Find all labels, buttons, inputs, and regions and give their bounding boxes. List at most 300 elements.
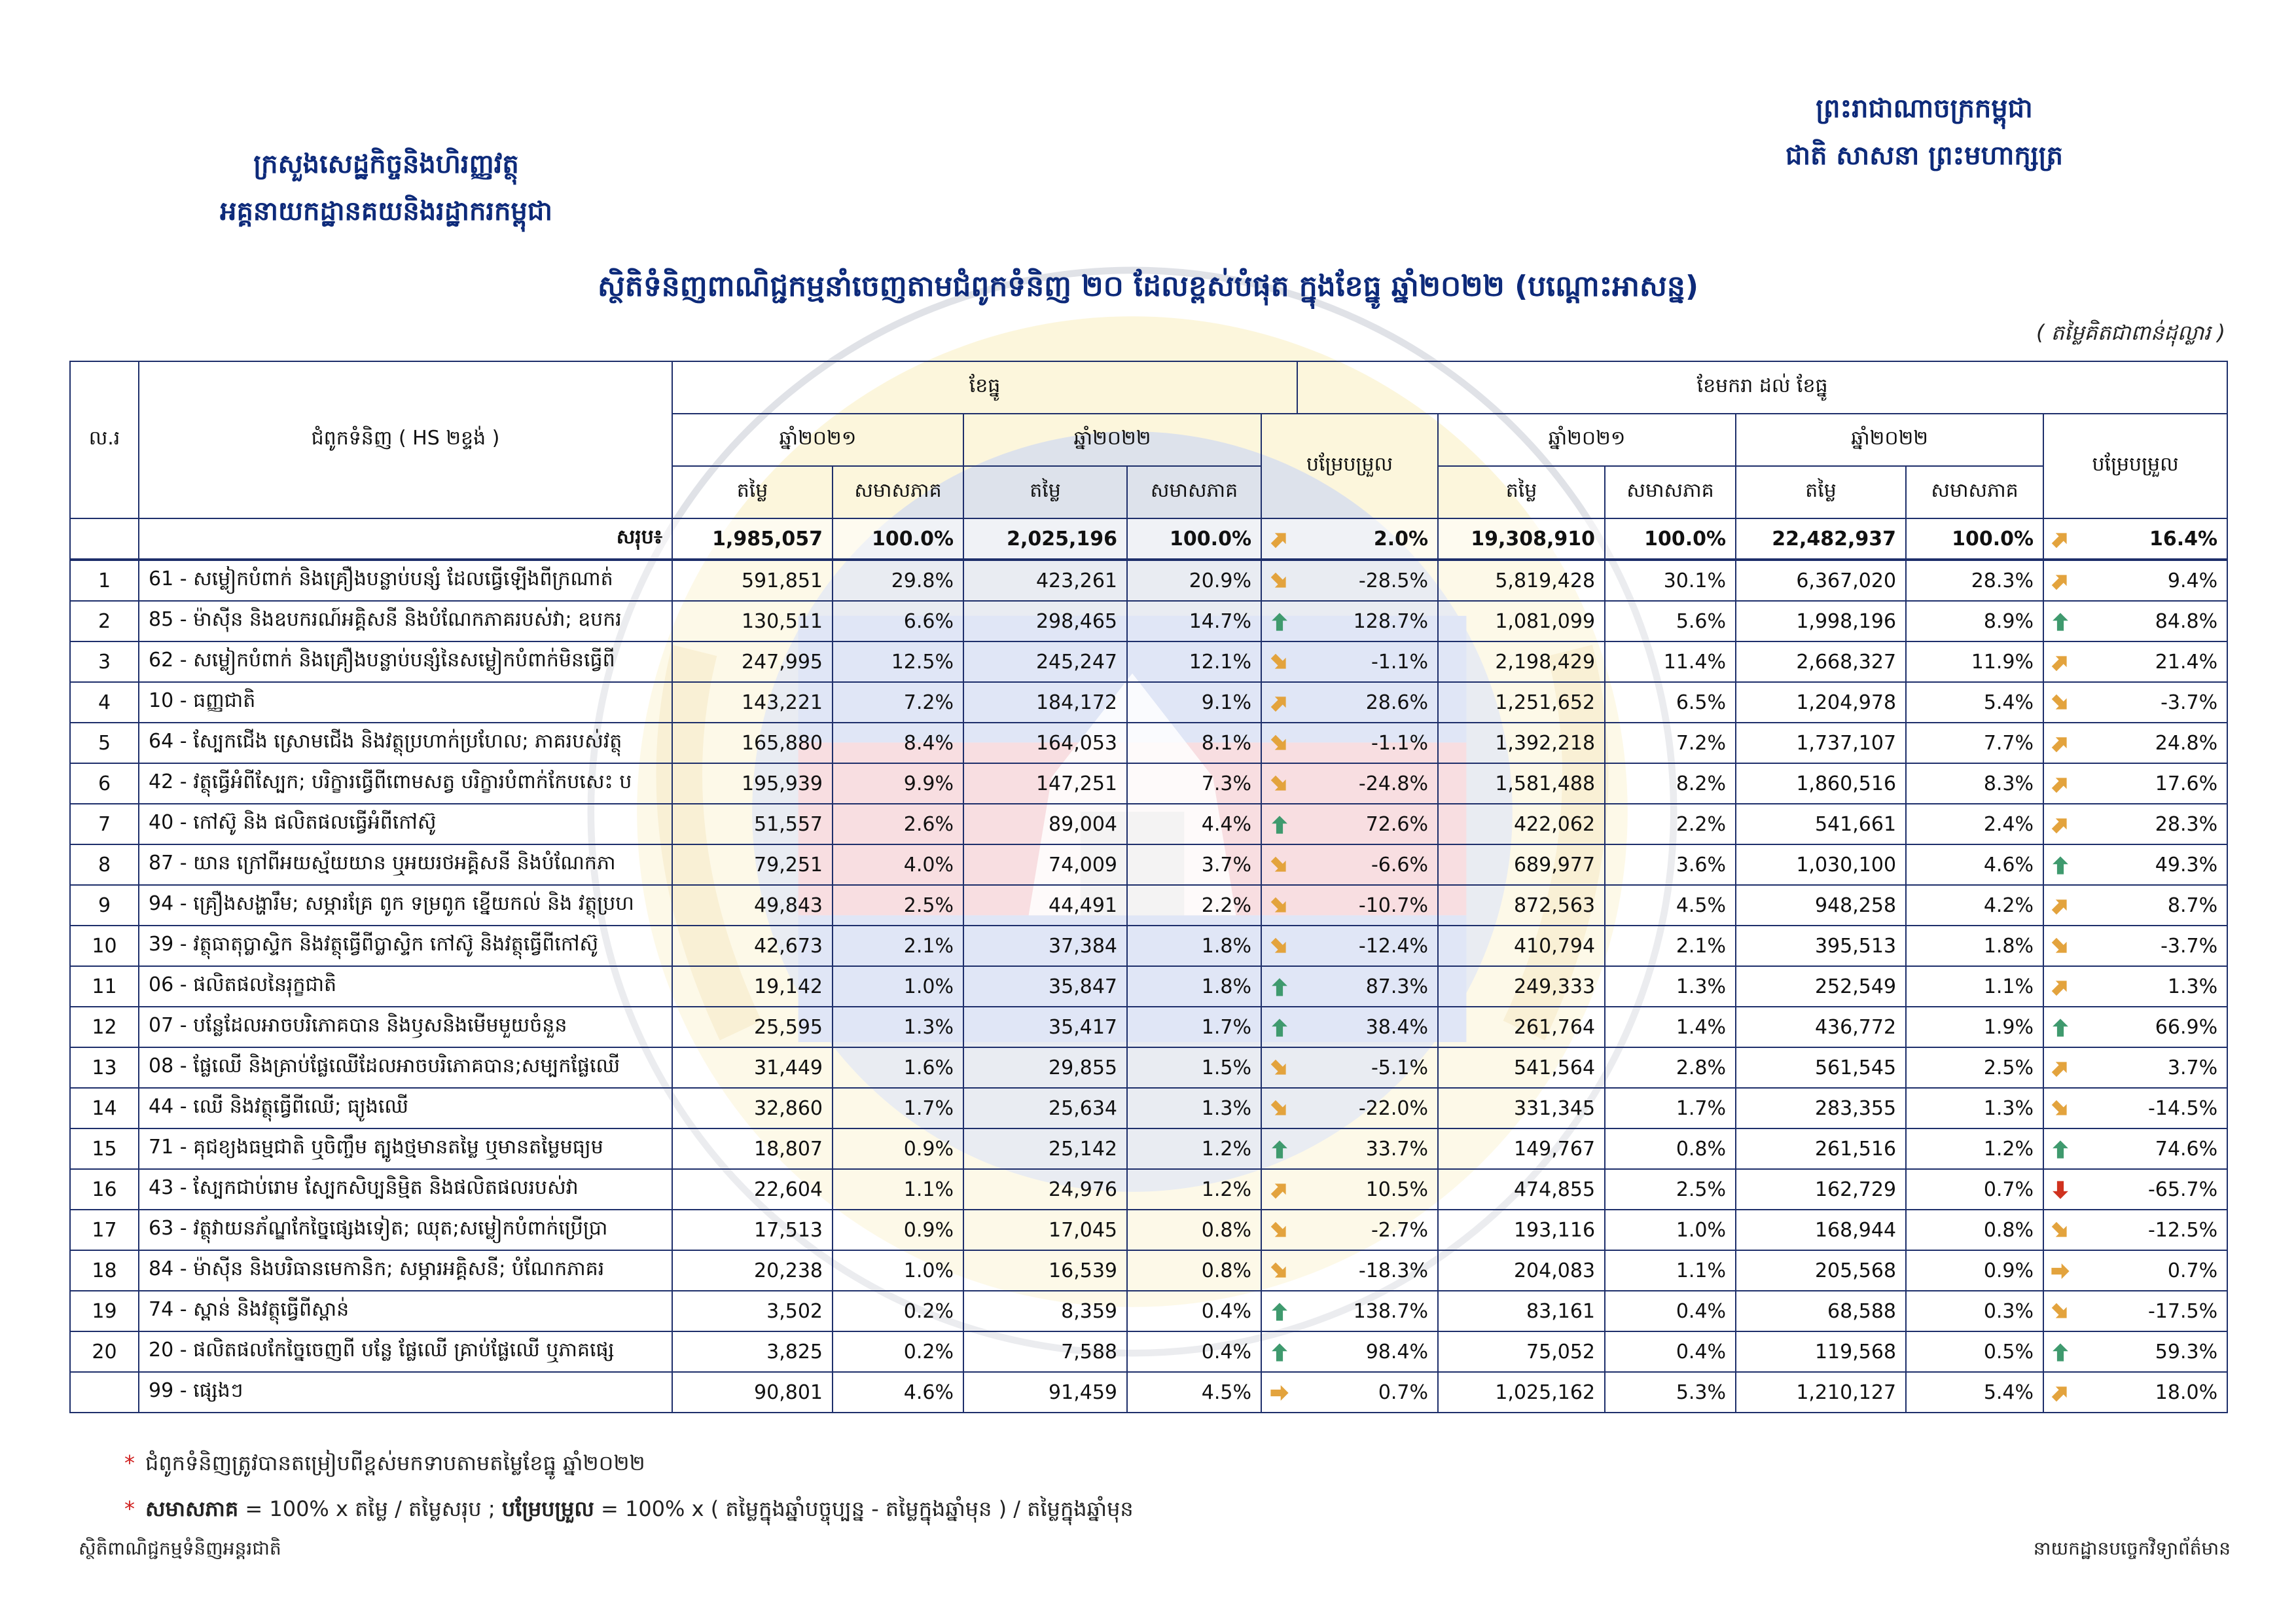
product-name: 43 - ស្បែកជាប់រោម ស្បែកសិប្បនិម្មិត និងផលិតផលរបស់វា <box>139 1169 672 1210</box>
value-cell: 29,855 <box>963 1047 1127 1088</box>
value-cell: 6.5% <box>1605 682 1736 723</box>
value-cell: 1.0% <box>833 966 963 1007</box>
value-cell: 247,995 <box>672 641 833 682</box>
value-cell: 0.8% <box>1127 1250 1261 1291</box>
value-cell: 1,081,099 <box>1438 601 1605 641</box>
change-cell: 28.6% <box>1297 682 1438 723</box>
value-cell: 24,976 <box>963 1169 1127 1210</box>
value-cell: 8.9% <box>1906 601 2043 641</box>
value-cell: 0.2% <box>833 1291 963 1331</box>
table-row <box>70 1331 2227 1372</box>
arrow-up-right-icon <box>2043 560 2076 601</box>
value-cell: 591,851 <box>672 560 833 601</box>
value-cell: 204,083 <box>1438 1250 1605 1291</box>
value-cell: 4.2% <box>1906 885 2043 926</box>
value-cell: 8.2% <box>1605 763 1736 804</box>
row-number: 20 <box>70 1331 139 1372</box>
value-cell: 1,210,127 <box>1736 1372 1906 1413</box>
product-name: 61 - សម្លៀកបំពាក់ និងគ្រឿងបន្លាប់បន្សំ ដែលធ្វើឡើងពីក្រណាត់ <box>139 560 672 601</box>
department-name: អគ្គនាយកដ្ឋានគយនិងរដ្ឋាករកម្ពុជា <box>220 196 552 226</box>
change-cell: 138.7% <box>1297 1291 1438 1331</box>
value-cell: 261,764 <box>1438 1007 1605 1047</box>
ministry-header <box>203 141 569 235</box>
value-cell: 17,513 <box>672 1210 833 1250</box>
value-cell: 1,860,516 <box>1736 763 1906 804</box>
value-cell: 1.7% <box>1605 1088 1736 1128</box>
value-cell: 1.1% <box>1906 966 2043 1007</box>
change-cell: -22.0% <box>1297 1088 1438 1128</box>
value-cell: 1,392,218 <box>1438 723 1605 763</box>
total-cell: 100.0% <box>1906 518 2043 560</box>
value-cell: 2.2% <box>1127 885 1261 926</box>
arrow-up-right-icon <box>2043 885 2076 926</box>
value-cell: 16,539 <box>963 1250 1127 1291</box>
table-row <box>70 926 2227 966</box>
table-row <box>70 1250 2227 1291</box>
change-cell: 24.8% <box>2076 723 2227 763</box>
value-cell: 0.8% <box>1127 1210 1261 1250</box>
value-cell: 423,261 <box>963 560 1127 601</box>
value-cell: 42,673 <box>672 926 833 966</box>
value-cell: 0.9% <box>833 1128 963 1169</box>
table-row <box>70 601 2227 641</box>
value-cell: 11.9% <box>1906 641 2043 682</box>
asterisk-icon: * <box>124 1496 135 1521</box>
value-cell: 0.5% <box>1906 1331 2043 1372</box>
value-cell: 1,030,100 <box>1736 844 1906 885</box>
document-title: ស្ថិតិទំនិញពាណិជ្ជកម្មនាំចេញតាមជំពូកទំនិញ ២០ ដែលខ្ពស់បំផុត ក្នុងខែធ្នូ ឆ្នាំ២០២២ (បណ្ដោះអាសន្ន) <box>598 270 1698 303</box>
value-cell: 2.5% <box>833 885 963 926</box>
value-cell: 8.3% <box>1906 763 2043 804</box>
value-cell: 1.9% <box>1906 1007 2043 1047</box>
change-cell: 9.4% <box>2076 560 2227 601</box>
arrow-down-right-icon <box>1261 844 1297 885</box>
value-cell: 6.6% <box>833 601 963 641</box>
kingdom-name: ព្រះរាជាណាចក្រកម្ពុជា <box>1816 94 2033 124</box>
arrow-down-right-icon <box>1261 1047 1297 1088</box>
change-cell: 84.8% <box>2076 601 2227 641</box>
arrow-up-icon <box>1261 1331 1297 1372</box>
change-cell: -3.7% <box>2076 926 2227 966</box>
change-cell: 59.3% <box>2076 1331 2227 1372</box>
change-cell: 8.7% <box>2076 885 2227 926</box>
table-row <box>70 804 2227 844</box>
change-cell: 28.3% <box>2076 804 2227 844</box>
value-cell: 1.2% <box>1127 1169 1261 1210</box>
row-number: 10 <box>70 926 139 966</box>
value-cell: 0.2% <box>833 1331 963 1372</box>
value-cell: 2.6% <box>833 804 963 844</box>
change-cell: 0.7% <box>2076 1250 2227 1291</box>
value-cell: 298,465 <box>963 601 1127 641</box>
value-cell: 1,737,107 <box>1736 723 1906 763</box>
value-cell: 130,511 <box>672 601 833 641</box>
product-name: 44 - ឈើ និងវត្ថុធ្វើពីឈើ; ធ្យូងឈើ <box>139 1088 672 1128</box>
product-name: 71 - គុជខ្យងធម្មជាតិ ឬចិញ្ចឹម ត្បូងថ្មមានតម្លៃ ឬមានតម្លៃមធ្យម <box>139 1128 672 1169</box>
table-row <box>70 682 2227 723</box>
value-cell: 1.0% <box>833 1250 963 1291</box>
value-cell: 3.6% <box>1605 844 1736 885</box>
value-cell: 25,142 <box>963 1128 1127 1169</box>
share-header: សមាសភាគ <box>833 466 963 518</box>
value-cell: 1.7% <box>833 1088 963 1128</box>
arrow-up-right-icon <box>1261 682 1297 723</box>
change-cell: -5.1% <box>1297 1047 1438 1088</box>
value-cell: 3,502 <box>672 1291 833 1331</box>
value-cell: 6,367,020 <box>1736 560 1906 601</box>
value-cell: 1.1% <box>1605 1250 1736 1291</box>
table-row <box>70 1088 2227 1128</box>
change-cell: 3.7% <box>2076 1047 2227 1088</box>
value-cell: 8.4% <box>833 723 963 763</box>
product-name: 74 - ស្ពាន់ និងវត្ថុធ្វើពីស្ពាន់ <box>139 1291 672 1331</box>
value-cell: 2,668,327 <box>1736 641 1906 682</box>
value-cell: 436,772 <box>1736 1007 1906 1047</box>
value-cell: 184,172 <box>963 682 1127 723</box>
product-name: 08 - ផ្លែឈើ និងគ្រាប់ផ្លែឈើដែលអាចបរិភោគបាន;សម្បកផ្លែឈើ <box>139 1047 672 1088</box>
value-cell: 2.1% <box>833 926 963 966</box>
value-cell: 5.3% <box>1605 1372 1736 1413</box>
value-header: តម្លៃ <box>672 466 833 518</box>
value-cell: 75,052 <box>1438 1331 1605 1372</box>
arrow-up-right-icon <box>1261 1169 1297 1210</box>
change-cell: -24.8% <box>1297 763 1438 804</box>
row-number: 9 <box>70 885 139 926</box>
change-cell: -28.5% <box>1297 560 1438 601</box>
value-cell: 4.6% <box>833 1372 963 1413</box>
product-name: 39 - វត្ថុធាតុប្លាស្ទិក និងវត្ថុធ្វើពីប្លាស្ទិក កៅស៊ូ និងវត្ថុធ្វើពីកៅស៊ូ <box>139 926 672 966</box>
value-cell: 28.3% <box>1906 560 2043 601</box>
value-cell: 68,588 <box>1736 1291 1906 1331</box>
change-cell: -14.5% <box>2076 1088 2227 1128</box>
value-cell: 0.4% <box>1127 1291 1261 1331</box>
value-header: តម្លៃ <box>1438 466 1605 518</box>
change-cell: -18.3% <box>1297 1250 1438 1291</box>
row-number: 11 <box>70 966 139 1007</box>
change-cell: 72.6% <box>1297 804 1438 844</box>
value-cell: 1,251,652 <box>1438 682 1605 723</box>
arrow-up-icon <box>2043 1331 2076 1372</box>
value-cell: 252,549 <box>1736 966 1906 1007</box>
value-cell: 0.4% <box>1605 1291 1736 1331</box>
value-cell: 0.8% <box>1906 1210 2043 1250</box>
value-cell: 90,801 <box>672 1372 833 1413</box>
total-label: សរុប៖ <box>139 518 672 560</box>
value-cell: 11.4% <box>1605 641 1736 682</box>
arrow-down-right-icon <box>1261 885 1297 926</box>
value-cell: 4.5% <box>1127 1372 1261 1413</box>
arrow-up-right-icon <box>1261 518 1297 560</box>
row-number: 3 <box>70 641 139 682</box>
total-cell: 16.4% <box>2076 518 2227 560</box>
arrow-down-right-icon <box>1261 1250 1297 1291</box>
value-cell: 205,568 <box>1736 1250 1906 1291</box>
value-cell: 1.5% <box>1127 1047 1261 1088</box>
change-cell: 21.4% <box>2076 641 2227 682</box>
value-cell: 3,825 <box>672 1331 833 1372</box>
value-cell: 7.2% <box>1605 723 1736 763</box>
change-cell: 49.3% <box>2076 844 2227 885</box>
value-cell: 1.2% <box>1127 1128 1261 1169</box>
row-number: 7 <box>70 804 139 844</box>
value-cell: 2.2% <box>1605 804 1736 844</box>
value-cell: 1.8% <box>1906 926 2043 966</box>
arrow-up-icon <box>1261 966 1297 1007</box>
table-row <box>70 1047 2227 1088</box>
value-cell: 4.4% <box>1127 804 1261 844</box>
row-number: 6 <box>70 763 139 804</box>
value-cell: 35,417 <box>963 1007 1127 1047</box>
row-number: 14 <box>70 1088 139 1128</box>
footnote-sorting: * ជំពូកទំនិញត្រូវបានតម្រៀបពីខ្ពស់មកទាបតាមតម្លៃខែធ្នូ ឆ្នាំ២០២២ <box>124 1451 645 1475</box>
value-cell: 14.7% <box>1127 601 1261 641</box>
value-cell: 49,843 <box>672 885 833 926</box>
value-cell: 2.8% <box>1605 1047 1736 1088</box>
footer-left: ស្ថិតិពាណិជ្ជកម្មទំនិញអន្តរជាតិ <box>79 1538 281 1559</box>
table-row <box>70 966 2227 1007</box>
table-row <box>70 1210 2227 1250</box>
value-cell: 541,661 <box>1736 804 1906 844</box>
arrow-down-right-icon <box>2043 1088 2076 1128</box>
value-cell: 422,062 <box>1438 804 1605 844</box>
arrow-up-icon <box>2043 844 2076 885</box>
table-row <box>70 1169 2227 1210</box>
value-cell: 1.3% <box>833 1007 963 1047</box>
value-cell: 4.6% <box>1906 844 2043 885</box>
value-cell: 3.7% <box>1127 844 1261 885</box>
value-cell: 4.0% <box>833 844 963 885</box>
table-row <box>70 1007 2227 1047</box>
change-cell: -65.7% <box>2076 1169 2227 1210</box>
total-cell: 2,025,196 <box>963 518 1127 560</box>
change-cell: 87.3% <box>1297 966 1438 1007</box>
arrow-down-right-icon <box>2043 1291 2076 1331</box>
value-cell: 1.2% <box>1906 1128 2043 1169</box>
change-cell: 10.5% <box>1297 1169 1438 1210</box>
product-name: 64 - ស្បែកជើង ស្រោមជើង និងវត្ថុប្រហាក់ប្រហែល; ភាគរបស់វត្ថុ <box>139 723 672 763</box>
table-row <box>70 763 2227 804</box>
value-cell: 12.1% <box>1127 641 1261 682</box>
arrow-down-right-icon <box>1261 723 1297 763</box>
value-header: តម្លៃ <box>963 466 1127 518</box>
value-cell: 195,939 <box>672 763 833 804</box>
value-cell: 8,359 <box>963 1291 1127 1331</box>
value-cell: 689,977 <box>1438 844 1605 885</box>
value-cell: 1.3% <box>1605 966 1736 1007</box>
arrow-up-icon <box>1261 1128 1297 1169</box>
asterisk-icon: * <box>124 1451 135 1475</box>
value-cell: 143,221 <box>672 682 833 723</box>
value-cell: 29.8% <box>833 560 963 601</box>
value-cell: 541,564 <box>1438 1047 1605 1088</box>
row-number: 1 <box>70 560 139 601</box>
value-cell: 162,729 <box>1736 1169 1906 1210</box>
value-cell: 1,998,196 <box>1736 601 1906 641</box>
value-cell: 410,794 <box>1438 926 1605 966</box>
value-cell: 51,557 <box>672 804 833 844</box>
change-cell: 33.7% <box>1297 1128 1438 1169</box>
table-row <box>70 1291 2227 1331</box>
product-name: 99 - ផ្សេងៗ <box>139 1372 672 1413</box>
value-cell: 12.5% <box>833 641 963 682</box>
arrow-up-icon <box>1261 1007 1297 1047</box>
product-name: 85 - ម៉ាស៊ីន និងឧបករណ៍អគ្គិសនី និងបំណែកភាគរបស់វា; ឧបករ <box>139 601 672 641</box>
footnotes <box>124 1440 1134 1532</box>
arrow-down-right-icon <box>1261 926 1297 966</box>
change-cell: -1.1% <box>1297 641 1438 682</box>
table-row <box>70 885 2227 926</box>
value-cell: 1.0% <box>1605 1210 1736 1250</box>
arrow-down-icon <box>2043 1169 2076 1210</box>
value-cell: 2.5% <box>1906 1047 2043 1088</box>
group-month-header: ខែធ្នូ <box>672 361 1297 414</box>
arrow-up-right-icon <box>2043 966 2076 1007</box>
value-cell: 474,855 <box>1438 1169 1605 1210</box>
row-number: 18 <box>70 1250 139 1291</box>
value-cell: 165,880 <box>672 723 833 763</box>
value-cell: 2,198,429 <box>1438 641 1605 682</box>
value-cell: 32,860 <box>672 1088 833 1128</box>
product-name: 42 - វត្ថុធ្វើអំពីស្បែក; បរិក្ខារធ្វើពីពោមសត្វ បរិក្ខារបំពាក់កែបសេះ ប <box>139 763 672 804</box>
product-name: 20 - ផលិតផលកែច្នៃចេញពី បន្លែ ផ្លែឈើ គ្រាប់ផ្លែឈើ ឬភាគផ្សេ <box>139 1331 672 1372</box>
arrow-down-right-icon <box>1261 560 1297 601</box>
value-cell: 5.6% <box>1605 601 1736 641</box>
change-cell: -12.5% <box>2076 1210 2227 1250</box>
arrow-up-right-icon <box>2043 1047 2076 1088</box>
arrow-up-icon <box>1261 804 1297 844</box>
row-number: 15 <box>70 1128 139 1169</box>
value-cell: 1,025,162 <box>1438 1372 1605 1413</box>
value-cell: 22,604 <box>672 1169 833 1210</box>
value-cell: 37,384 <box>963 926 1127 966</box>
ministry-name: ក្រសួងសេដ្ឋកិច្ចនិងហិរញ្ញវត្ថុ <box>253 149 519 179</box>
arrow-down-right-icon <box>1261 1210 1297 1250</box>
change-cell: 17.6% <box>2076 763 2227 804</box>
row-number <box>70 1372 139 1413</box>
arrow-up-icon <box>1261 1291 1297 1331</box>
row-number: 13 <box>70 1047 139 1088</box>
value-cell: 561,545 <box>1736 1047 1906 1088</box>
arrow-up-right-icon <box>2043 763 2076 804</box>
value-cell: 147,251 <box>963 763 1127 804</box>
arrow-up-right-icon <box>2043 641 2076 682</box>
value-cell: 119,568 <box>1736 1331 1906 1372</box>
value-cell: 1.3% <box>1127 1088 1261 1128</box>
value-cell: 83,161 <box>1438 1291 1605 1331</box>
value-cell: 20,238 <box>672 1250 833 1291</box>
value-cell: 2.5% <box>1605 1169 1736 1210</box>
change-cell: -12.4% <box>1297 926 1438 966</box>
product-name: 06 - ផលិតផលនៃរុក្ខជាតិ <box>139 966 672 1007</box>
arrow-down-right-icon <box>2043 1210 2076 1250</box>
change-cell: -2.7% <box>1297 1210 1438 1250</box>
footnote-formula: * សមាសភាគ = 100% x តម្លៃ / តម្លៃសរុប ; បម្រែបម្រួល = 100% x ( តម្លៃក្នុងឆ្នាំបច្ចុប្បន្ន - តម្លៃក្នុងឆ្នាំមុន ) / តម្លៃក្នុងឆ្នាំមុន <box>124 1496 1134 1521</box>
value-cell: 79,251 <box>672 844 833 885</box>
value-cell: 7.7% <box>1906 723 2043 763</box>
kingdom-header <box>1741 85 2108 179</box>
value-cell: 872,563 <box>1438 885 1605 926</box>
arrow-down-right-icon <box>1261 641 1297 682</box>
change-cell: -1.1% <box>1297 723 1438 763</box>
row-number: 17 <box>70 1210 139 1250</box>
value-cell: 0.7% <box>1906 1169 2043 1210</box>
footer-right: នាយកដ្ឋានបច្ចេកវិទ្យាព័ត៌មាន <box>2033 1538 2231 1559</box>
national-motto: ជាតិ សាសនា ព្រះមហាក្សត្រ <box>1785 141 2063 171</box>
total-cell: 100.0% <box>1605 518 1736 560</box>
row-number: 4 <box>70 682 139 723</box>
value-cell: 5.4% <box>1906 682 2043 723</box>
value-cell: 5.4% <box>1906 1372 2043 1413</box>
value-cell: 1.8% <box>1127 966 1261 1007</box>
arrow-up-icon <box>2043 601 2076 641</box>
row-number: 2 <box>70 601 139 641</box>
month-change-header: បម្រែបម្រួល <box>1261 414 1438 518</box>
arrow-up-right-icon <box>2043 804 2076 844</box>
change-cell: -10.7% <box>1297 885 1438 926</box>
value-cell: 1.7% <box>1127 1007 1261 1047</box>
value-cell: 20.9% <box>1127 560 1261 601</box>
value-cell: 2.4% <box>1906 804 2043 844</box>
total-cell: 1,985,057 <box>672 518 833 560</box>
value-cell: 4.5% <box>1605 885 1736 926</box>
arrow-up-icon <box>2043 1007 2076 1047</box>
value-cell: 1.4% <box>1605 1007 1736 1047</box>
value-cell: 245,247 <box>963 641 1127 682</box>
change-cell: 0.7% <box>1297 1372 1438 1413</box>
arrow-down-right-icon <box>2043 926 2076 966</box>
arrow-up-right-icon <box>2043 1372 2076 1413</box>
product-name: 87 - យាន ក្រៅពីអយស្ម័យយាន ឬអយរថអគ្គិសនី និងបំណែកភា <box>139 844 672 885</box>
product-name: 63 - វត្ថុវាយនភ័ណ្ឌកែច្នៃផ្សេងទៀត; ឈុត;សម្លៀកបំពាក់ប្រើប្រា <box>139 1210 672 1250</box>
arrow-down-right-icon <box>2043 682 2076 723</box>
change-cell: 38.4% <box>1297 1007 1438 1047</box>
value-cell: 0.4% <box>1605 1331 1736 1372</box>
arrow-right-icon <box>1261 1372 1297 1413</box>
col-product-header: ជំពូកទំនិញ ( HS ២ខ្ទង់ ) <box>139 361 672 518</box>
table-row <box>70 844 2227 885</box>
value-cell: 44,491 <box>963 885 1127 926</box>
product-name: 62 - សម្លៀកបំពាក់ និងគ្រឿងបន្លាប់បន្សំនៃសម្លៀកបំពាក់មិនធ្វើពី <box>139 641 672 682</box>
change-cell: 66.9% <box>2076 1007 2227 1047</box>
value-cell: 91,459 <box>963 1372 1127 1413</box>
value-cell: 0.9% <box>833 1210 963 1250</box>
product-name: 40 - កៅស៊ូ និង ផលិតផលធ្វើអំពីកៅស៊ូ <box>139 804 672 844</box>
value-cell: 5,819,428 <box>1438 560 1605 601</box>
value-cell: 168,944 <box>1736 1210 1906 1250</box>
value-cell: 0.8% <box>1605 1128 1736 1169</box>
value-cell: 25,595 <box>672 1007 833 1047</box>
share-header: សមាសភាគ <box>1605 466 1736 518</box>
total-cell: 2.0% <box>1297 518 1438 560</box>
total-cell: 100.0% <box>833 518 963 560</box>
value-cell: 0.3% <box>1906 1291 2043 1331</box>
arrow-down-right-icon <box>1261 763 1297 804</box>
total-cell: 19,308,910 <box>1438 518 1605 560</box>
arrow-up-right-icon <box>2043 518 2076 560</box>
value-cell: 19,142 <box>672 966 833 1007</box>
value-cell: 9.9% <box>833 763 963 804</box>
value-cell: 17,045 <box>963 1210 1127 1250</box>
value-cell: 74,009 <box>963 844 1127 885</box>
value-cell: 1.1% <box>833 1169 963 1210</box>
value-header: តម្លៃ <box>1736 466 1906 518</box>
row-number: 16 <box>70 1169 139 1210</box>
group-ytd-header: ខែមករា ដល់ ខែធ្នូ <box>1297 361 2227 414</box>
value-cell: 1.8% <box>1127 926 1261 966</box>
value-cell: 193,116 <box>1438 1210 1605 1250</box>
row-number: 19 <box>70 1291 139 1331</box>
month-2022-header: ឆ្នាំ២០២២ <box>963 414 1261 466</box>
